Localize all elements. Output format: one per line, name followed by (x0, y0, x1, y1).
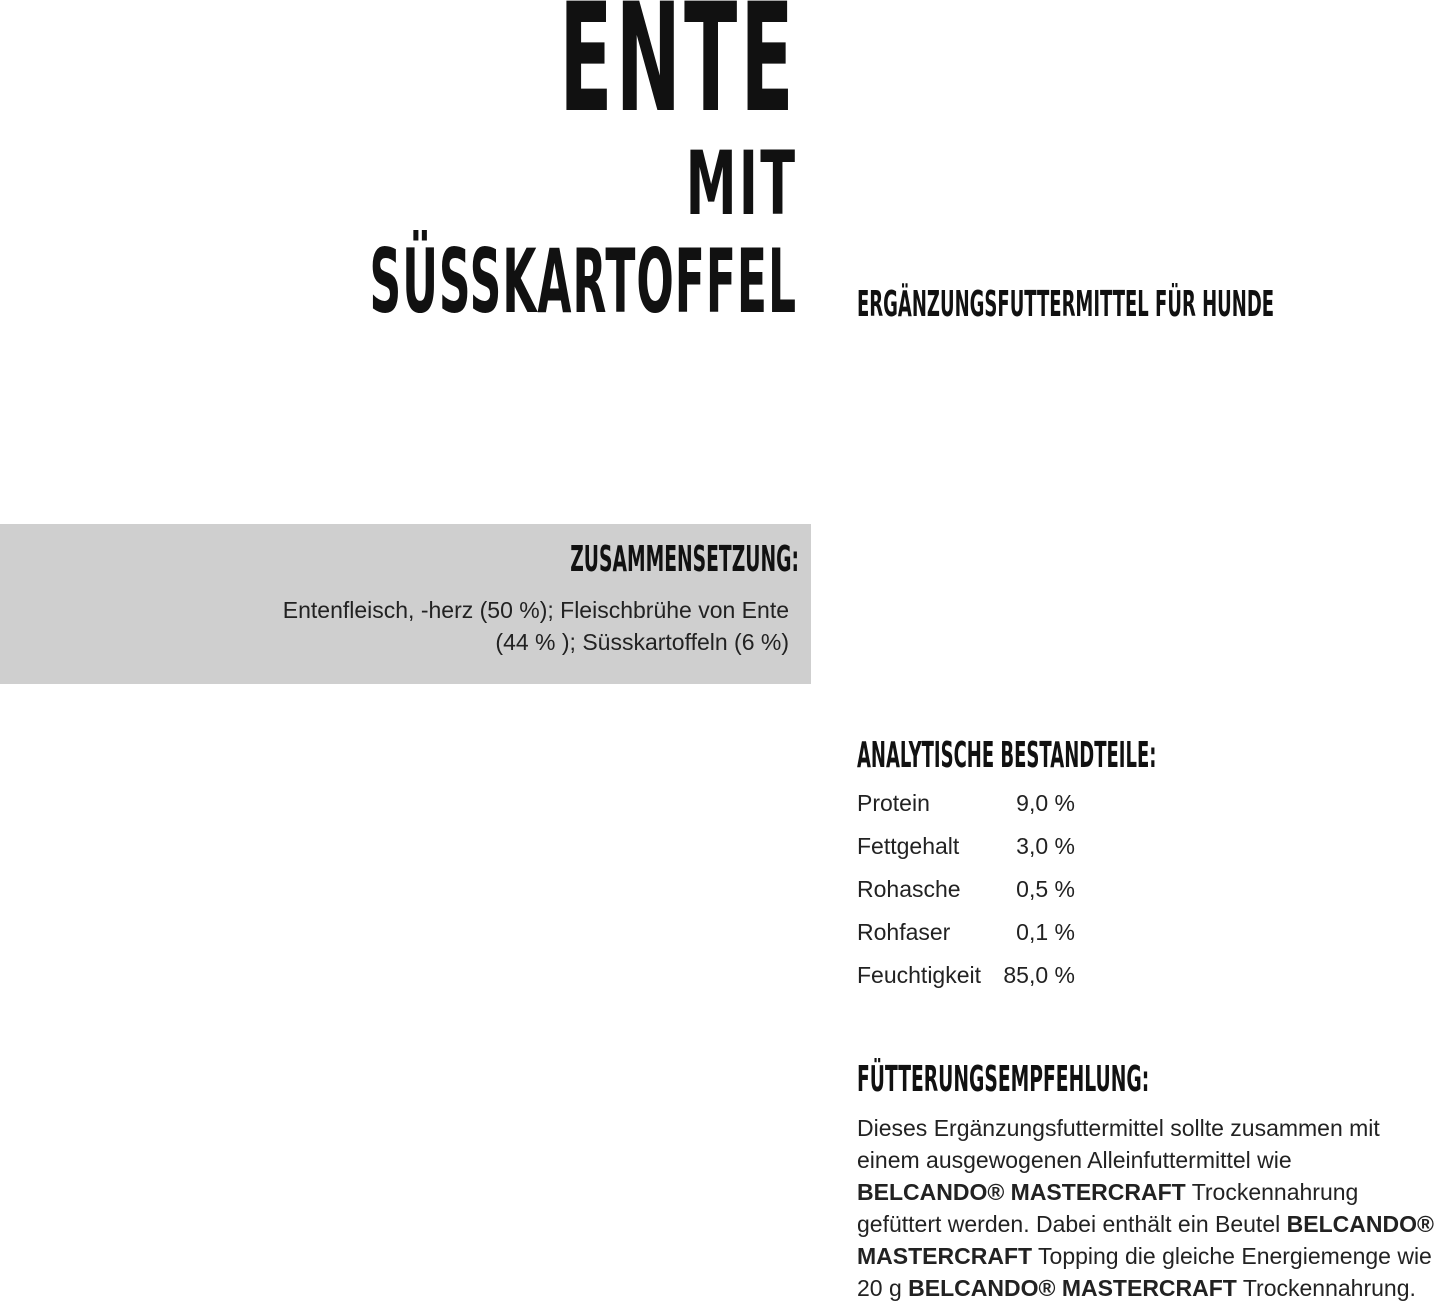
analytic-value: 9,0 % (1016, 790, 1075, 816)
product-subtitle: ERGÄNZUNGSFUTTERMITTEL FÜR HUNDE (857, 284, 1275, 325)
analytic-heading: ANALYTISCHE BESTANDTEILE: (857, 735, 1157, 776)
brand-name: BELCANDO® MASTERCRAFT (857, 1179, 1186, 1205)
feeding-text (857, 1112, 1442, 1304)
analytic-label: Fettgehalt (857, 833, 960, 859)
feeding-text-part-4: Trockennahrung. (1242, 1275, 1416, 1301)
brand-name: BELCANDO® MASTERCRAFT (908, 1275, 1237, 1301)
title-line-mit: MIT (685, 132, 797, 235)
analytic-value: 0,5 % (1016, 876, 1075, 902)
title-line-suesskartoffel: SÜSSKARTOFFEL (369, 230, 797, 333)
analytic-label: Rohfaser (857, 919, 951, 945)
feeding-text-part-3: Topping die gleiche Energiemenge wie 20 g (857, 1243, 1432, 1301)
analytic-row-fettgehalt (857, 831, 1075, 861)
feeding-heading: FÜTTERUNGSEMPFEHLUNG: (857, 1059, 1150, 1100)
analytic-row-rohfaser (857, 917, 1075, 947)
composition-text (269, 594, 789, 658)
feeding-text-part-1: Dieses Ergänzungsfuttermittel sollte zusammen mit einem ausgewogenen Alleinfuttermittel wie (857, 1115, 1380, 1173)
analytic-row-feuchtigkeit (857, 960, 1075, 990)
brand-name: BELCANDO® MASTERCRAFT (857, 1211, 1434, 1269)
analytic-row-protein (857, 788, 1075, 818)
analytic-label: Feuchtigkeit (857, 962, 982, 988)
composition-line-2: (44 % ); Süsskartoffeln (6 %) (495, 629, 789, 655)
analytic-row-rohasche (857, 874, 1075, 904)
analytic-label: Protein (857, 790, 930, 816)
feeding-text-part-2: Trockennahrung gefüttert werden. Dabei enthält ein Beutel (857, 1179, 1359, 1237)
analytic-value: 85,0 % (1003, 962, 1075, 988)
title-line-ente: ENTE (559, 0, 797, 146)
composition-line-1: Entenfleisch, -herz (50 %); Fleischbrühe von Ente (282, 597, 789, 623)
analytic-label: Rohasche (857, 876, 961, 902)
composition-heading: ZUSAMMENSETZUNG: (570, 539, 799, 580)
analytic-value: 0,1 % (1016, 919, 1075, 945)
analytic-value: 3,0 % (1016, 833, 1075, 859)
